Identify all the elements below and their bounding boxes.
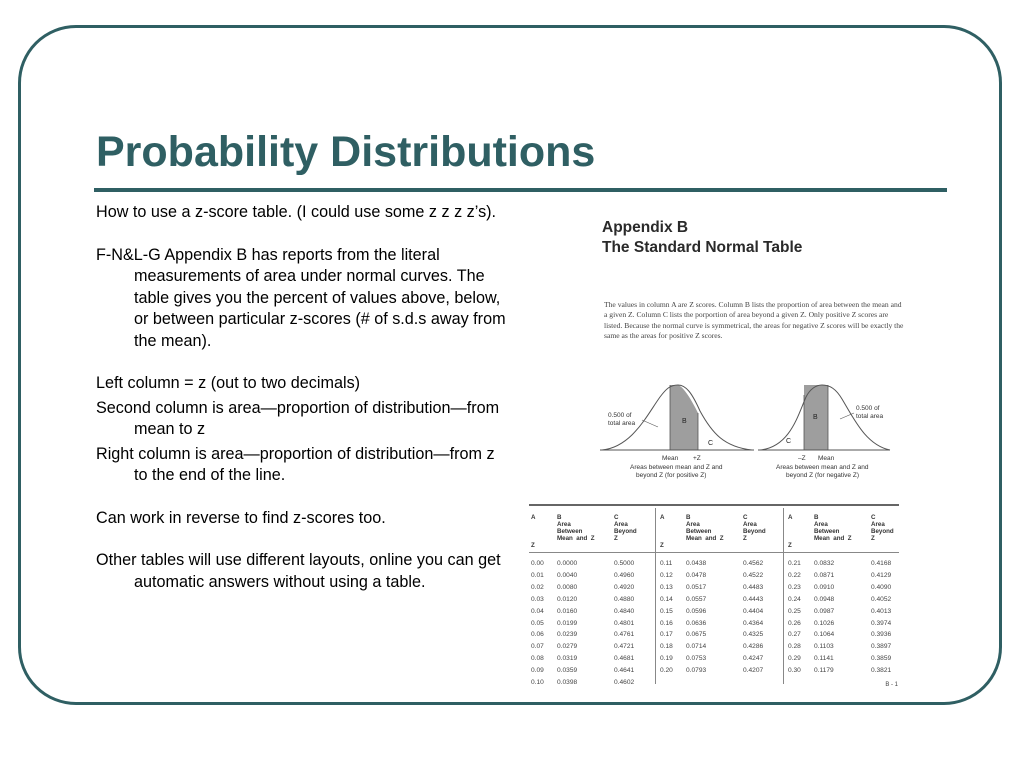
table-header-rule — [529, 552, 899, 553]
header-z: Z — [660, 542, 664, 549]
body-paragraph: Right column is area—proportion of distribution—from z to the end of the line. — [96, 444, 495, 484]
header-b: B — [814, 514, 819, 521]
appendix-title — [602, 218, 802, 258]
header-b: B — [686, 514, 691, 521]
appendix-title-line-1: Appendix B — [602, 219, 689, 236]
header-c: C — [614, 514, 619, 521]
negative-z-curve — [758, 385, 890, 479]
header-b-text: Area Between Mean and Z — [686, 521, 724, 542]
axis-mean-label: Mean — [818, 455, 835, 462]
axis-mean-label: Mean — [662, 455, 679, 462]
body-paragraph: Other tables will use different layouts, online you can get automatic answers without using a table. — [96, 551, 501, 591]
header-c-text: Area Beyond Z — [871, 521, 894, 542]
header-b-text: Area Between Mean and Z — [814, 521, 852, 542]
column-b: 0.0832 0.0871 0.0910 0.0948 0.0987 0.1026 0.1064 0.1103 0.1141 0.1179 — [814, 560, 835, 675]
body-paragraph: Can work in reverse to find z-scores too. — [96, 508, 386, 527]
body-paragraph: How to use a z-score table. (I could use some z z z z’s). — [96, 203, 497, 221]
label-b: B — [682, 418, 687, 425]
curve-caption: Areas between mean and Z and — [776, 464, 869, 471]
total-area-label: 0.500 of — [856, 405, 880, 412]
curve-caption: beyond Z (for positive Z) — [636, 472, 707, 479]
table-top-rule — [529, 504, 899, 506]
appendix-title-line-2: The Standard Normal Table — [602, 239, 803, 256]
label-b: B — [813, 414, 818, 421]
total-area-label: 0.500 of — [608, 412, 632, 419]
title-divider — [94, 188, 947, 192]
header-a: A — [531, 514, 536, 521]
column-z: 0.21 0.22 0.23 0.24 0.25 0.26 0.27 0.28 0.29 0.30 — [788, 560, 801, 675]
appendix-description: The values in column A are Z scores. Column B lists the proportion of area between the mean and a given Z. Column C lists the porportion of area beyond a given Z. Only positive Z scores are listed. Because the normal curve is symmetrical, the areas for negative Z scores will be exactly the same as the areas for positive Z scores. — [604, 300, 904, 340]
column-c: 0.4562 0.4522 0.4483 0.4443 0.4404 0.4364 0.4325 0.4286 0.4247 0.4207 — [743, 560, 764, 675]
slide-body — [96, 202, 506, 593]
header-b: B — [557, 514, 562, 521]
axis-z-label: –Z — [798, 455, 806, 462]
axis-z-label: +Z — [693, 455, 701, 462]
standard-normal-table — [529, 504, 902, 690]
label-c: C — [708, 440, 714, 447]
normal-curve-diagrams — [592, 375, 892, 495]
curve-caption: beyond Z (for negative Z) — [786, 472, 859, 479]
header-z: Z — [788, 542, 792, 549]
column-b: 0.0000 0.0040 0.0080 0.0120 0.0160 0.0199 0.0239 0.0279 0.0319 0.0359 0.0398 — [557, 560, 578, 687]
header-c: C — [871, 514, 876, 521]
slide-title: Probability Distributions — [96, 128, 596, 176]
label-c: C — [786, 438, 792, 445]
curve-caption: Areas between mean and Z and — [630, 464, 723, 471]
column-z: 0.00 0.01 0.02 0.03 0.04 0.05 0.06 0.07 0.08 0.09 0.10 — [531, 560, 544, 687]
label-pointer — [642, 420, 658, 427]
header-z: Z — [531, 542, 535, 549]
header-c-text: Area Beyond Z — [743, 521, 766, 542]
header-c: C — [743, 514, 748, 521]
header-c-text: Area Beyond Z — [614, 521, 637, 542]
body-paragraph: Second column is area—proportion of distribution—from mean to z — [96, 398, 500, 438]
header-a: A — [788, 514, 793, 521]
total-area-label: total area — [856, 413, 884, 420]
column-c: 0.5000 0.4960 0.4920 0.4880 0.4840 0.4801 0.4761 0.4721 0.4681 0.4641 0.4602 — [614, 560, 635, 687]
body-paragraph: Left column = z (out to two decimals) — [96, 374, 361, 392]
appendix-b-image — [522, 200, 902, 700]
group-divider — [655, 508, 656, 684]
appendix-page-number: B - 1 — [885, 682, 898, 688]
total-area-label: total area — [608, 420, 636, 427]
positive-z-curve — [600, 385, 754, 479]
column-b: 0.0438 0.0478 0.0517 0.0557 0.0596 0.0636 0.0675 0.0714 0.0753 0.0793 — [686, 560, 707, 675]
column-c: 0.4168 0.4129 0.4090 0.4052 0.4013 0.3974 0.3936 0.3897 0.3859 0.3821 — [871, 560, 892, 675]
header-a: A — [660, 514, 665, 521]
group-divider — [783, 508, 784, 684]
header-b-text: Area Between Mean and Z — [557, 521, 595, 542]
column-z: 0.11 0.12 0.13 0.14 0.15 0.16 0.17 0.18 0.19 0.20 — [660, 560, 673, 675]
body-paragraph: F-N&L-G Appendix B has reports from the literal measurements of area under normal curves. The table gives you the percent of values above, below, or between particular z-scores (# of s.d.s away from the mean). — [96, 245, 506, 350]
